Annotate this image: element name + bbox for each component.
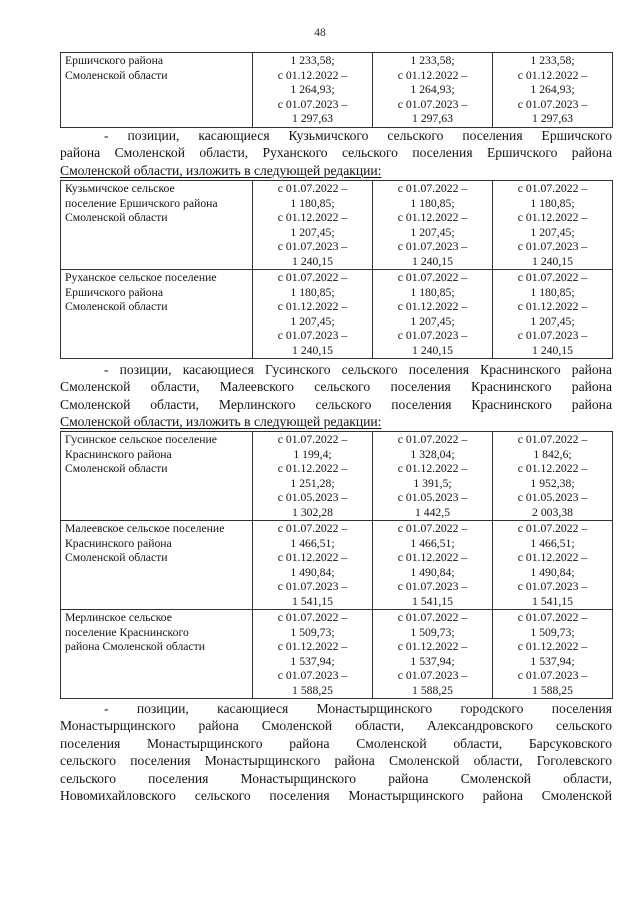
settlement-name-line: Малеевское сельское поселение	[65, 522, 225, 535]
tariff-value-line: с 01.07.2023 –	[277, 97, 348, 111]
tariff-value-line: с 01.12.2022 –	[277, 68, 348, 82]
paragraph-line: поселения Монастырщинского района Смоленской области, Барсуковского	[60, 735, 612, 751]
tariff-value-line: 1 207,45;	[290, 314, 335, 328]
tariff-value-line: 1 233,58;	[530, 54, 575, 67]
settlement-name-line: Смоленской области	[65, 211, 168, 224]
settlement-name-line: Краснинского района	[65, 536, 172, 550]
tariff-value-cell	[253, 270, 373, 359]
tariff-value-line: с 01.07.2022 –	[277, 611, 348, 624]
tariff-value-line: с 01.07.2023 –	[517, 669, 588, 682]
paragraph-line: Смоленской области, Мерлинского сельского поселения Краснинского района	[60, 396, 612, 412]
tariff-value-line: с 01.12.2022 –	[517, 640, 588, 653]
tariff-value-line: с 01.07.2022 –	[397, 182, 468, 195]
tariff-value-line: с 01.07.2022 –	[277, 433, 348, 446]
tariff-value-cell	[253, 432, 373, 521]
tariff-value-line: с 01.07.2023 –	[397, 97, 468, 111]
tariff-value-line: 1 588,25	[412, 683, 453, 697]
tariff-value-cell	[373, 270, 493, 359]
settlement-name-line: Смоленской области	[65, 68, 168, 82]
settlement-name-line: Смоленской области	[65, 551, 168, 564]
tariff-value-line: с 01.12.2022 –	[277, 462, 348, 475]
tariff-value-line: 1 391,5;	[413, 476, 452, 490]
table-body	[61, 432, 613, 699]
tariff-value-cell	[493, 53, 613, 128]
tariff-value-line: 1 233,58;	[410, 54, 455, 67]
tariff-value-cell	[373, 432, 493, 521]
paragraph-krasninsky-settlements	[60, 361, 612, 431]
tariff-value-line: 1 466,51;	[530, 536, 575, 550]
tariff-value-line: 1 199,4;	[293, 447, 332, 461]
tariff-value-line: с 01.07.2023 –	[517, 329, 588, 342]
tariff-value-line: 1 537,94;	[290, 654, 335, 668]
tariff-value-line: с 01.12.2022 –	[397, 68, 468, 82]
settlement-name-line: района Смоленской области	[65, 640, 206, 653]
tariff-value-line: с 01.07.2022 –	[397, 271, 468, 284]
table-row	[61, 53, 613, 128]
page-number: 48	[314, 27, 326, 39]
tariff-value-line: 1 302,28	[292, 505, 333, 519]
tariff-value-cell	[493, 181, 613, 270]
tariff-value-line: 1 264,93;	[410, 83, 455, 96]
tariff-value-line: 1 180,85;	[410, 196, 455, 210]
tariff-value-line: 1 240,15	[292, 254, 333, 268]
tariff-value-cell	[373, 521, 493, 610]
settlement-name-line: Гусинское сельское поселение	[65, 433, 217, 446]
settlement-name-cell	[61, 181, 253, 270]
tariff-value-line: 1 842,6;	[533, 447, 572, 461]
tariff-value-line: 1 490,84;	[290, 565, 335, 579]
tariff-value-cell	[373, 610, 493, 699]
tariff-value-line: с 01.07.2022 –	[517, 611, 588, 624]
table-row	[61, 610, 613, 699]
settlement-name-line: Кузьмичское сельское	[65, 182, 175, 195]
tariff-value-line: 1 466,51;	[290, 536, 335, 550]
settlement-name-cell	[61, 610, 253, 699]
tariff-value-line: 1 207,45;	[410, 314, 455, 328]
tariff-value-line: с 01.12.2022 –	[397, 640, 468, 653]
tariff-value-line: с 01.12.2022 –	[277, 211, 348, 224]
tariff-value-line: с 01.12.2022 –	[397, 462, 468, 475]
tariff-table-1	[60, 52, 613, 128]
tariff-value-line: 1 297,63	[532, 112, 573, 125]
settlement-name-line: поселение Краснинского	[65, 625, 189, 639]
tariff-value-line: 1 541,15	[292, 594, 333, 608]
tariff-value-line: с 01.07.2023 –	[517, 240, 588, 253]
tariff-value-line: 1 240,15	[532, 343, 573, 357]
settlement-name-line: Краснинского района	[65, 447, 172, 461]
paragraph-kuzmichskoe-rukhanskoe	[60, 127, 612, 179]
tariff-value-line: с 01.07.2022 –	[517, 522, 588, 535]
tariff-value-line: 1 490,84;	[410, 565, 455, 579]
tariff-value-line: 1 240,15	[412, 343, 453, 357]
tariff-value-cell	[253, 53, 373, 128]
settlement-name-cell	[61, 270, 253, 359]
tariff-value-line: с 01.12.2022 –	[277, 551, 348, 564]
tariff-value-line: с 01.07.2022 –	[397, 433, 468, 446]
tariff-value-line: 1 541,15	[532, 594, 573, 608]
table-row	[61, 432, 613, 521]
settlement-name-line: Руханское сельское поселение	[65, 271, 217, 284]
tariff-value-line: с 01.12.2022 –	[517, 300, 588, 313]
tariff-value-line: с 01.07.2022 –	[397, 611, 468, 624]
tariff-value-line: с 01.07.2023 –	[397, 669, 468, 682]
tariff-value-line: 1 251,28;	[290, 476, 335, 490]
tariff-value-line: с 01.07.2022 –	[517, 433, 588, 446]
tariff-value-line: 1 180,85;	[290, 196, 335, 210]
tariff-value-line: с 01.12.2022 –	[517, 68, 588, 82]
tariff-value-cell	[493, 432, 613, 521]
table-row	[61, 181, 613, 270]
tariff-value-line: с 01.12.2022 –	[397, 300, 468, 313]
tariff-value-line: 1 207,45;	[530, 314, 575, 328]
table-body	[61, 181, 613, 359]
settlement-name-line: Ершичского района	[65, 285, 164, 299]
tariff-value-line: с 01.07.2023 –	[517, 580, 588, 593]
tariff-value-line: 1 509,73;	[290, 625, 335, 639]
tariff-table-3	[60, 431, 613, 699]
tariff-value-line: 1 233,58;	[290, 54, 335, 67]
tariff-value-line: 1 264,93;	[290, 83, 335, 96]
tariff-value-line: 1 180,85;	[530, 285, 575, 299]
paragraph-monastyrshchinsky-settlements	[60, 700, 612, 804]
tariff-value-line: 1 180,85;	[530, 196, 575, 210]
paragraph-line: сельского поселения Монастырщинского района Смоленской области, Гоголевского	[60, 753, 612, 769]
tariff-value-line: с 01.07.2023 –	[277, 329, 348, 342]
tariff-value-line: с 01.12.2022 –	[397, 211, 468, 224]
paragraph-line: Смоленской области, Малеевского сельского поселения Краснинского района	[60, 379, 612, 395]
tariff-value-line: с 01.07.2023 –	[277, 240, 348, 253]
tariff-value-line: 1 297,63	[292, 112, 333, 125]
paragraph-line: Новомихайловского сельского поселения Монастырщинского района Смоленской	[60, 788, 612, 804]
tariff-value-line: 1 442,5	[414, 505, 451, 519]
settlement-name-cell	[61, 521, 253, 610]
tariff-value-line: 1 509,73;	[410, 625, 455, 639]
tariff-value-cell	[493, 610, 613, 699]
paragraph-line: - позиции, касающиеся Монастырщинского городского поселения	[104, 701, 612, 716]
tariff-value-line: с 01.12.2022 –	[277, 640, 348, 653]
paragraph-line: сельского поселения Монастырщинского района Смоленской области,	[60, 770, 612, 786]
tariff-value-cell	[253, 610, 373, 699]
tariff-value-line: с 01.07.2022 –	[517, 271, 588, 284]
tariff-value-line: 1 240,15	[412, 254, 453, 268]
settlement-name-cell	[61, 53, 253, 128]
tariff-value-cell	[373, 53, 493, 128]
tariff-value-line: с 01.07.2023 –	[397, 580, 468, 593]
tariff-value-line: с 01.12.2022 –	[517, 211, 588, 224]
paragraph-line: Смоленской области, изложить в следующей редакции:	[60, 162, 382, 178]
paragraph-line: - позиции, касающиеся Гусинского сельского поселения Краснинского района	[104, 362, 612, 377]
tariff-value-line: 1 537,94;	[530, 654, 575, 668]
tariff-value-line: 1 207,45;	[290, 225, 335, 239]
tariff-value-line: 2 003,38	[532, 505, 573, 519]
paragraph-line: Монастырщинского района Смоленской области, Александровского сельского	[60, 718, 612, 734]
settlement-name-line: Смоленской области	[65, 300, 168, 313]
tariff-value-line: с 01.07.2022 –	[277, 522, 348, 535]
tariff-value-line: 1 180,85;	[290, 285, 335, 299]
tariff-value-line: 1 541,15	[412, 594, 453, 608]
tariff-value-line: 1 952,38;	[530, 476, 575, 490]
tariff-value-line: 1 180,85;	[410, 285, 455, 299]
tariff-value-cell	[493, 270, 613, 359]
settlement-name-line: Ершичского района	[65, 54, 164, 67]
paragraph-line: Смоленской области, изложить в следующей редакции:	[60, 414, 382, 430]
tariff-value-line: с 01.12.2022 –	[277, 300, 348, 313]
paragraph-line: района Смоленской области, Руханского сельского поселения Ершичского района	[60, 145, 612, 161]
paragraph-line: - позиции, касающиеся Кузьмичского сельского поселения Ершичского	[104, 128, 612, 143]
tariff-value-line: с 01.07.2023 –	[517, 97, 588, 111]
tariff-value-cell	[253, 181, 373, 270]
tariff-value-line: 1 240,15	[532, 254, 573, 268]
tariff-value-line: с 01.07.2022 –	[277, 182, 348, 195]
tariff-value-cell	[373, 181, 493, 270]
tariff-value-line: с 01.07.2022 –	[397, 522, 468, 535]
tariff-table-2	[60, 180, 613, 359]
tariff-value-line: 1 466,51;	[410, 536, 455, 550]
settlement-name-line: Мерлинское сельское	[65, 611, 172, 624]
tariff-value-line: с 01.07.2022 –	[517, 182, 588, 195]
tariff-value-line: с 01.12.2022 –	[517, 462, 588, 475]
tariff-value-line: 1 207,45;	[410, 225, 455, 239]
tariff-value-line: с 01.05.2023 –	[517, 491, 588, 504]
table-row	[61, 521, 613, 610]
tariff-value-line: с 01.12.2022 –	[517, 551, 588, 564]
settlement-name-line: поселение Ершичского района	[65, 196, 218, 210]
tariff-value-line: с 01.07.2023 –	[397, 240, 468, 253]
tariff-value-line: 1 490,84;	[530, 565, 575, 579]
tariff-value-line: 1 588,25	[532, 683, 573, 697]
tariff-value-line: 1 297,63	[412, 112, 453, 125]
table-body	[61, 53, 613, 128]
tariff-value-line: с 01.07.2023 –	[397, 329, 468, 342]
tariff-value-line: с 01.07.2023 –	[277, 580, 348, 593]
settlement-name-line: Смоленской области	[65, 462, 168, 475]
tariff-value-line: 1 328,04;	[410, 447, 455, 461]
tariff-value-line: с 01.07.2023 –	[277, 669, 348, 682]
tariff-value-line: с 01.05.2023 –	[277, 491, 348, 504]
tariff-value-line: 1 509,73;	[530, 625, 575, 639]
tariff-value-cell	[493, 521, 613, 610]
settlement-name-cell	[61, 432, 253, 521]
tariff-value-line: 1 207,45;	[530, 225, 575, 239]
tariff-value-line: 1 240,15	[292, 343, 333, 357]
table-row	[61, 270, 613, 359]
tariff-value-line: 1 264,93;	[530, 83, 575, 96]
tariff-value-line: с 01.12.2022 –	[397, 551, 468, 564]
tariff-value-line: 1 588,25	[292, 683, 333, 697]
tariff-value-line: с 01.05.2023 –	[397, 491, 468, 504]
tariff-value-line: 1 537,94;	[410, 654, 455, 668]
tariff-value-line: с 01.07.2022 –	[277, 271, 348, 284]
tariff-value-cell	[253, 521, 373, 610]
